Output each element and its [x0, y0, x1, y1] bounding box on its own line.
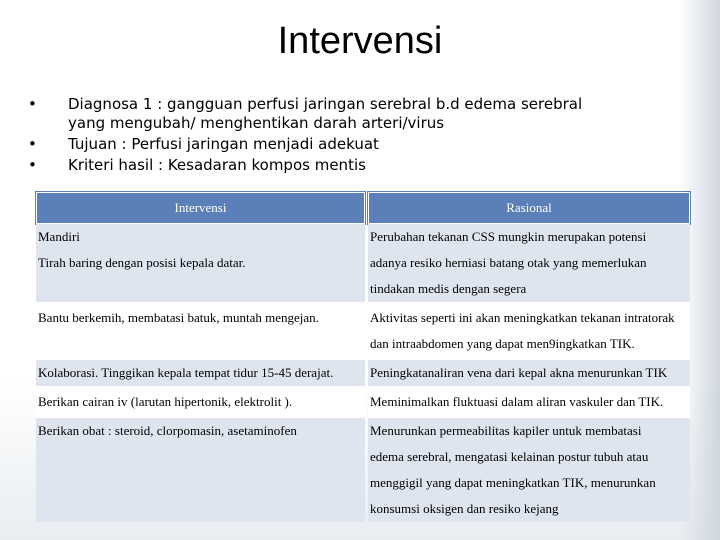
bullet-item: [28, 135, 588, 154]
table-row: [36, 224, 690, 250]
bullet-text: Kriteri hasil : Kesadaran kompos mentis: [68, 156, 366, 174]
cell-intervensi: [36, 276, 365, 305]
slide-title: Intervensi: [277, 20, 443, 62]
cell-rasional: menggigil yang dapat meningkatkan TIK, menurunkan: [368, 470, 690, 496]
bullet-text: Diagnosa 1 : gangguan perfusi jaringan serebral b.d edema serebral yang mengubah/ menghentikan darah arteri/virus: [68, 95, 583, 132]
column-header-intervensi: Intervensi: [36, 192, 365, 224]
cell-rasional: Menurunkan permeabilitas kapiler untuk membatasi: [368, 418, 690, 444]
intervention-table: [33, 192, 693, 522]
cell-rasional: Aktivitas seperti ini akan meningkatkan tekanan intratorak: [368, 305, 690, 331]
bullet-list: [28, 95, 588, 177]
bullet-item: [28, 95, 588, 133]
table-row: [36, 250, 690, 276]
table-row: [36, 496, 690, 522]
bullet-dot-icon: •: [28, 156, 37, 174]
table-header-row: [36, 192, 690, 224]
cell-intervensi: Berikan obat : steroid, clorpomasin, asetaminofen: [36, 418, 365, 444]
table-row: [36, 360, 690, 389]
table-row: [36, 444, 690, 470]
cell-rasional: edema serebral, mengatasi kelainan postur tubuh atau: [368, 444, 690, 470]
cell-intervensi: [36, 331, 365, 360]
cell-rasional: Peningkatanaliran vena dari kepal akna menurunkan TIK: [368, 360, 690, 389]
cell-intervensi: [36, 496, 365, 522]
bullet-dot-icon: •: [28, 95, 37, 113]
cell-rasional: adanya resiko herniasi batang otak yang memerlukan: [368, 250, 690, 276]
column-header-rasional: Rasional: [368, 192, 690, 224]
cell-rasional: Meminimalkan fluktuasi dalam aliran vaskuler dan TIK.: [368, 389, 690, 418]
bullet-text: Tujuan : Perfusi jaringan menjadi adekuat: [68, 135, 379, 153]
cell-rasional: Perubahan tekanan CSS mungkin merupakan potensi: [368, 224, 690, 250]
cell-rasional: dan intraabdomen yang dapat men9ingkatkan TIK.: [368, 331, 690, 360]
cell-rasional: tindakan medis dengan segera: [368, 276, 690, 305]
cell-intervensi: Berikan cairan iv (larutan hipertonik, elektrolit ).: [36, 389, 365, 418]
cell-rasional: konsumsi oksigen dan resiko kejang: [368, 496, 690, 522]
cell-intervensi: [36, 470, 365, 496]
table-row: [36, 418, 690, 444]
table-row: [36, 389, 690, 418]
cell-intervensi: Tirah baring dengan posisi kepala datar.: [36, 250, 365, 276]
bullet-dot-icon: •: [28, 135, 37, 153]
table-row: [36, 305, 690, 331]
bullet-item: [28, 156, 588, 175]
table-row: [36, 331, 690, 360]
cell-intervensi: [36, 444, 365, 470]
table-row: [36, 470, 690, 496]
table-row: [36, 276, 690, 305]
cell-intervensi: Bantu berkemih, membatasi batuk, muntah mengejan.: [36, 305, 365, 331]
cell-intervensi: Mandiri: [36, 224, 365, 250]
cell-intervensi: Kolaborasi. Tinggikan kepala tempat tidur 15-45 derajat.: [36, 360, 365, 389]
